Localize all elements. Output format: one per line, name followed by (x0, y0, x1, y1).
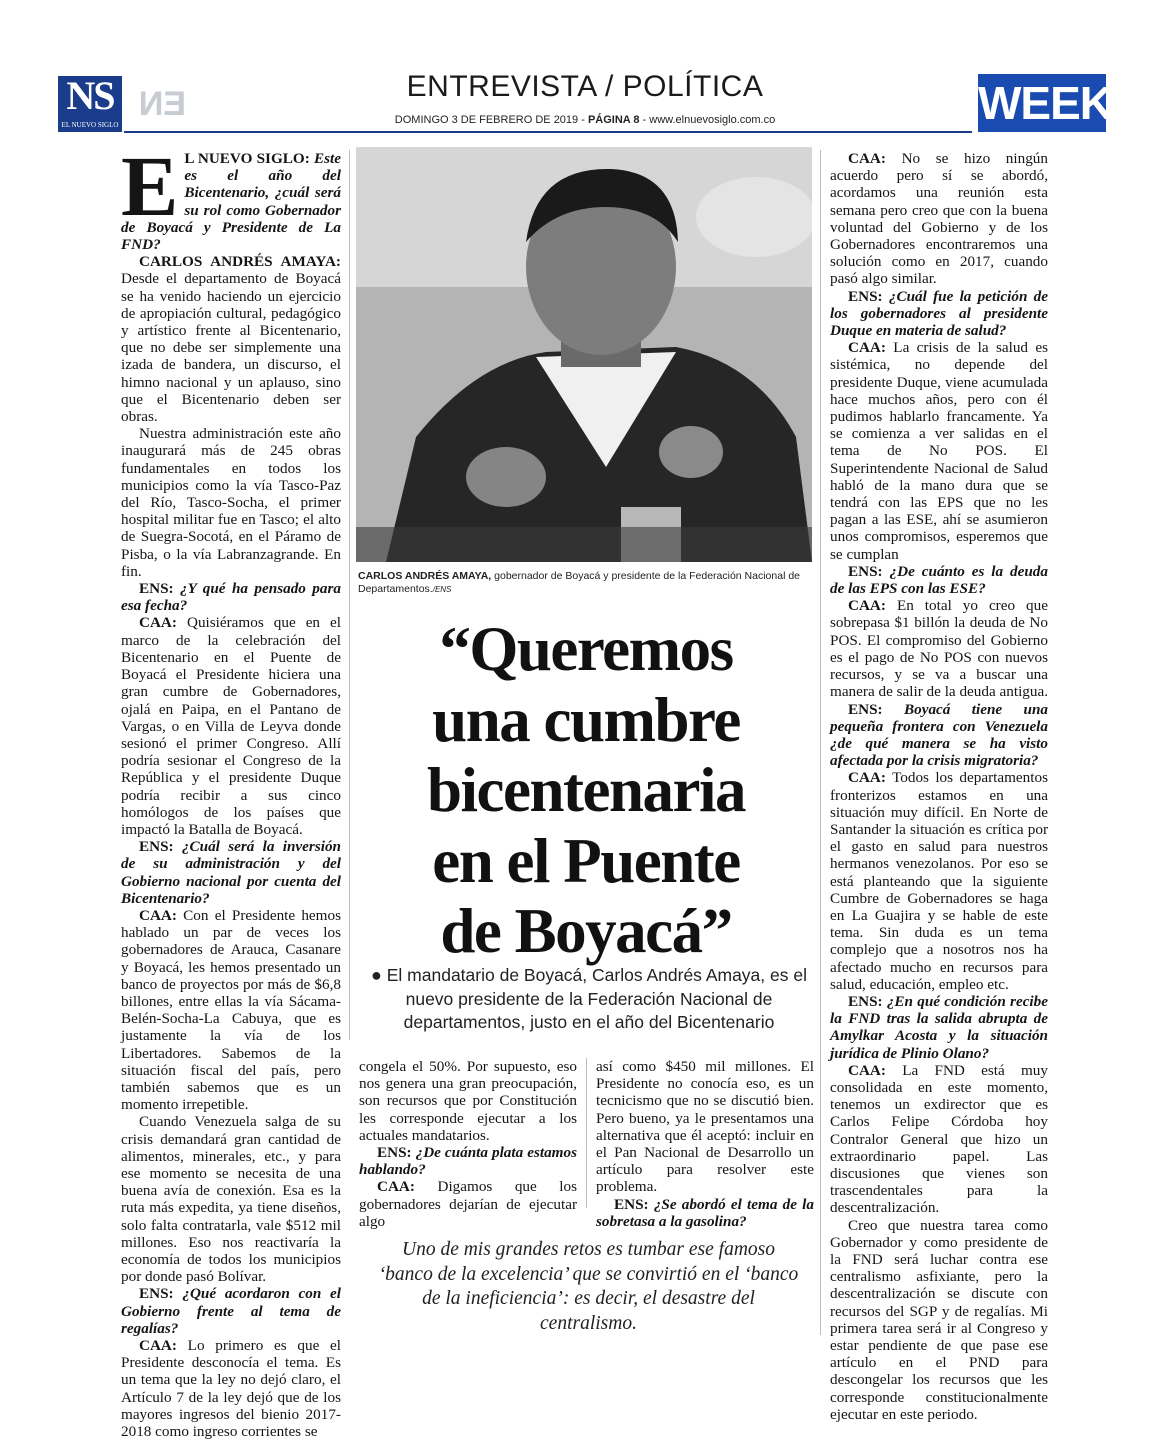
speaker-label: CAA: (139, 906, 177, 924)
deck-text: El mandatario de Boyacá, Carlos Andrés Amaya, es el nuevo presidente de la Federación Nacional de departamentos, justo en el año del Bicentenario (381, 965, 807, 1032)
deck-subheadline (364, 964, 814, 1035)
portrait-photo (356, 147, 812, 562)
answer: La crisis de la salud es sistémica, no depende del presidente Duque, viene acumulada hace muchos años, pero con él pudimos hablarlo francamente. Ya se comienza a ver salidas en el tema de No POS. El Superintendente Nacional de Salud habló de la mano dura que se tendrá con las EPS que no les pagan a las ESE, ahí se asumieron unos compromisos, esperemos que se cumplan (830, 339, 1048, 563)
week-logo: WEEK (978, 74, 1106, 132)
speaker-label: CAA: (848, 339, 886, 357)
dateline-url[interactable]: - www.elnuevosiglo.com.co (639, 114, 776, 126)
speaker-label: CAA: (848, 1061, 886, 1079)
caption-name: CARLOS ANDRÉS AMAYA, (358, 570, 492, 582)
speaker-label: CAA: (377, 1178, 415, 1196)
answer: Creo que nuestra tarea como Gobernador y como presidente de la FND será luchar contra ese centralismo asfixiante, pero la descentralización se discute con recursos del SGP y de regalías. Mi primera tarea será ir al Congreso y estar pendiente de que pase ese artículo en el PND para descongelar los recursos que les corresponde constitucionalmente ejecutar en este periodo. (830, 1216, 1048, 1423)
dateline (200, 114, 970, 126)
question: ¿Y qué ha pensado para esa fecha? (121, 580, 341, 615)
speaker-label: CAA: (139, 1337, 177, 1355)
answer: Todos los departamentos fronterizos estamos en una situación muy difícil. En Norte de Santander la situación es crítica por el gasto en salud para nuestros hermanos venezolanos. Por eso se está planteando que la siguiente Cumbre de Gobernadores se haga en La Guajira y se hable de este tema. Sin duda es un tema complejo que a nosotros nos ha afectado mucho en recursos para salud, educación, empleo etc. (830, 769, 1048, 993)
answer: así como $450 mil millones. El Presidente no conocía eso, es un tecnicismo que no se discutió bien. Pero bueno, ya le presentamos una alternativa que él aceptó: incluir en el Pan Nacional de Desarrollo un artículo para resolver este problema. (596, 1058, 814, 1196)
speaker-label: ENS: (614, 1195, 654, 1213)
headline-line: de Boyacá” (440, 896, 732, 966)
speaker-label: CAA: (848, 769, 886, 787)
portrait-illustration (356, 147, 812, 562)
logo-subtitle: EL NUEVO SIGLO (61, 121, 119, 129)
speaker-label: ENS: (377, 1144, 416, 1162)
article-column-3 (830, 150, 1048, 1423)
photo-caption (358, 570, 813, 596)
answer: Desde el departamento de Boyacá se ha venido haciendo un ejercicio de apropiación cultural, pedagógico y artístico frente al Bicentenario, que no debe ser simplemente una izada de bandera, un discurso, el himno nacional y un aplauso, sino que el Bicentenario deben ser obras. (121, 270, 341, 426)
column-divider (349, 150, 350, 1040)
question: ¿Cuál fue la petición de los gobernadores al presidente Duque en materia de salud? (830, 287, 1048, 340)
logo-text: NS (66, 73, 114, 118)
speaker-label: CAA: (139, 614, 177, 632)
question: ¿Cuál será la inversión de su administración y del Gobierno nacional por cuenta del Bicentenario? (121, 838, 341, 907)
answer: Nuestra administración este año inaugurará más de 245 obras fundamentales en todos los municipios como la vía Tasco-Paz del Río, Tasco-Socha, el primer hospital militar fue en Tasco; el alto de Suegra-Socotá, en el Páramo de Pisba, o la vía Labranzagrande. En fin. (121, 425, 341, 580)
answer: En total yo creo que sobrepasa $1 billón la deuda de No POS. El compromiso del Gobierno es el pago de No POS con nuevos recursos, y se va a buscar una manera de salir de la deuda antigua. (830, 597, 1049, 701)
headline (356, 614, 816, 967)
answer: Lo primero es que el Presidente desconocía el tema. Es un tema que la ley no dejó claro, el Artículo 7 de la ley dejó que de los mayores ingresos del bienio 2017-2018 como ingreso corrientes se (121, 1337, 341, 1440)
speaker-label: ENS: (139, 580, 181, 598)
question: Boyacá tiene una pequeña frontera con Venezuela ¿de qué manera se ha visto afectada por la crisis migratoria? (830, 700, 1048, 770)
dateline-page: PÁGINA 8 (587, 114, 640, 126)
speaker-label: ENS: (848, 992, 887, 1010)
question: ¿Qué acordaron con el Gobierno frente al tema de regalías? (121, 1285, 342, 1337)
speaker-label: CARLOS ANDRÉS AMAYA: (139, 253, 341, 271)
section-title: ENTREVISTA / POLÍTICA (406, 70, 764, 103)
drop-cap: E (121, 138, 179, 234)
speaker-label: CAA: (848, 597, 886, 615)
article-column-2a (359, 1058, 577, 1230)
answer: Con el Presidente hemos hablado un par de veces los gobernadores de Arauca, Casanare y Boyacá, les hemos presentado un banco de proyectos por más de $6,8 billones, entre ellas la vía Sácama-Belén-Socha-La Cabuya, que es justamente la vía de los Libertadores. Sabemos de la situación fiscal del país, pero también sabemos que es un momento irrepetible. (121, 906, 341, 1114)
question: ¿De cuánto es la deuda de las EPS con las ESE? (830, 562, 1048, 598)
answer: Cuando Venezuela salga de su crisis demandará gran cantidad de alimentos, minerales, etc., y para ese momento se necesita de una buena avía de conexión. Esa es la ruta más expedita, ya tiene diseños, solo falta contratarla, vale $512 mil millones. Eso nos reactivaría la economía de todos los municipios por donde pasó Bolívar. (121, 1113, 341, 1286)
photo-credit: /ENS (432, 584, 452, 594)
article-column-1 (121, 138, 342, 1440)
answer: congela el 50%. Por supuesto, eso nos genera una gran preocupación, son recursos que por Constitución les corresponde ejecutar a los actuales mandatarios. (359, 1058, 577, 1144)
question: ¿De cuánta plata estamos hablando? (359, 1144, 577, 1179)
question: ¿Se abordó el tema de la sobretasa a la gasolina? (596, 1195, 814, 1230)
headline-line: bicentenaria (427, 755, 745, 825)
caption-text: gobernador de Boyacá y presidente de la Federación Nacional de Departamentos. (358, 570, 801, 595)
speaker-label: ENS: (848, 700, 904, 718)
answer: Digamos que los gobernadores dejarían de ejecutar algo (359, 1178, 577, 1230)
speaker-label: ENS: (848, 562, 890, 580)
answer: No se hizo ningún acuerdo pero sí se abordó, acordamos una reunión esta semana pero creo que con la buena voluntad del Gobierno y de los Gobernadores encontraremos una solución como en 2017, cuando pasó algo similar. (830, 150, 1048, 288)
newspaper-logo (58, 73, 122, 132)
answer: La FND está muy consolidada en este momento, tenemos un exdirector que es Carlos Felipe Córdoba hoy Contralor General que hizo un extraordinario papel. Las discusiones que vienes son trascendentales para la descentralización. (830, 1061, 1048, 1217)
dateline-date: DOMINGO 3 DE FEBRERO DE 2019 - (394, 114, 588, 126)
column-divider (586, 1058, 587, 1208)
speaker-label: L NUEVO SIGLO: (184, 150, 314, 167)
article-column-2b (596, 1058, 814, 1230)
ghost-logo-bleed: EN (138, 85, 186, 123)
question: ¿En qué condición recibe la FND tras la salida abrupta de Amylkar Acosta y la situación jurídica de Plinio Olano? (830, 992, 1048, 1062)
headline-line: “Queremos (439, 614, 733, 684)
speaker-label: ENS: (139, 838, 182, 856)
speaker-label: ENS: (139, 1285, 183, 1303)
pull-quote: Uno de mis grandes retos es tumbar ese famoso ‘banco de la excelencia’ que se convirtió en el ‘banco de la ineficiencia’: es decir, el desastre del centralismo. (378, 1239, 799, 1334)
headline-line: en el Puente (432, 825, 740, 896)
headline-line: una cumbre (432, 684, 740, 755)
bullet-icon: ● (371, 965, 382, 985)
speaker-label: CAA: (848, 150, 886, 167)
question: Este es el año del Bicentenario, ¿cuál será su rol como Gobernador de Boyacá y Presidente de La FND? (121, 150, 341, 254)
column-divider (820, 150, 821, 1335)
header-rule (124, 131, 972, 133)
answer: Quisiéramos que en el marco de la celebración del Bicentenario en el Puente de Boyacá el Presidente hiciera una gran cumbre de Gobernadores, ojalá en Paipa, en el Pantano de Vargas, o en Villa de Leyva donde sesionó el primer Congreso. Allí podría sesionar el Congreso de la República y el presidente Duque podría recibir a sus cinco homólogos de los países que impactó la Batalla de Boyacá. (121, 614, 341, 838)
speaker-label: ENS: (848, 287, 889, 305)
